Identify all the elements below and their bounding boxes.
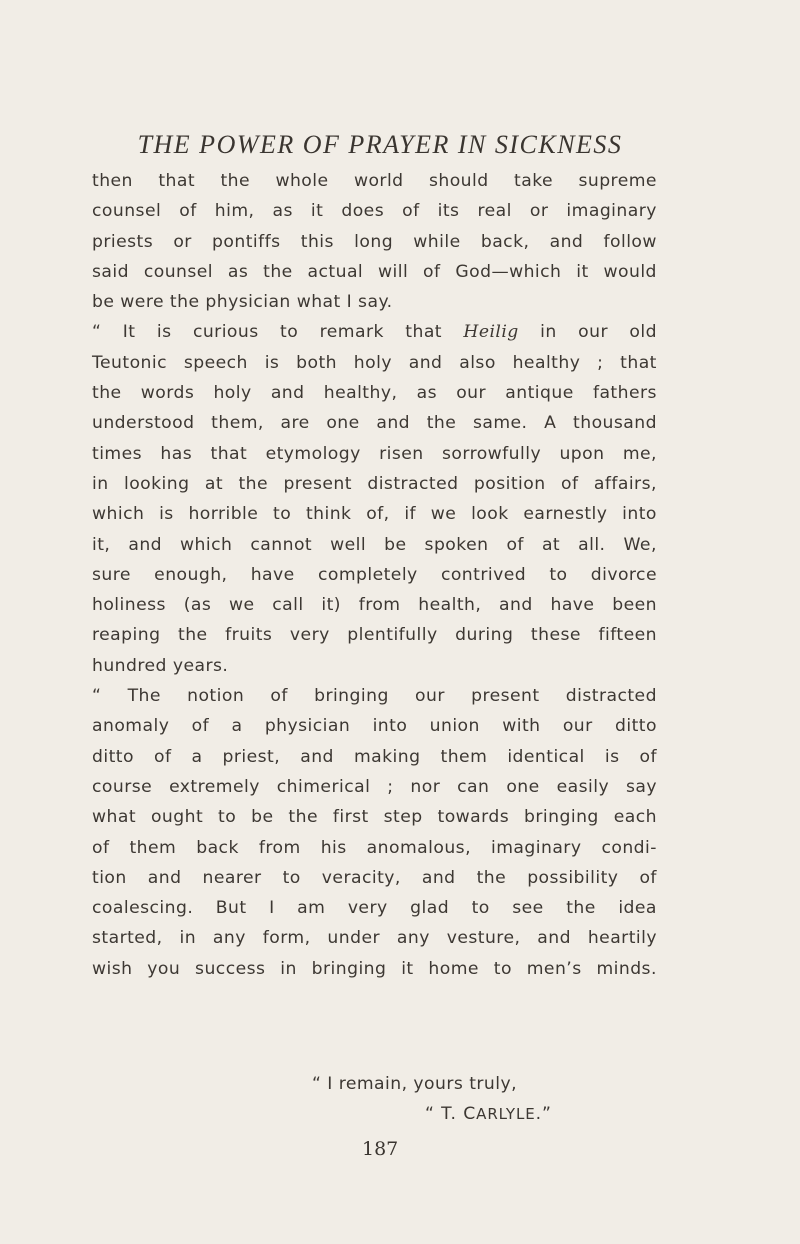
closing-salutation: “ I remain, yours truly, (312, 1074, 518, 1094)
text-line (92, 166, 657, 196)
word: to (549, 564, 568, 585)
word: whole (275, 171, 329, 191)
word: it, (92, 534, 111, 555)
word: anomalous, (366, 837, 471, 858)
word: our (456, 383, 487, 404)
word: ; (387, 776, 394, 797)
word: earnestly (523, 504, 608, 525)
word: completely (317, 564, 418, 585)
word: understood (92, 413, 195, 434)
word: we (228, 595, 255, 616)
word: of (560, 473, 579, 494)
word: old (629, 322, 657, 343)
word: success (195, 958, 266, 979)
text-line (92, 772, 657, 802)
word: a (231, 716, 243, 737)
word: men’s (526, 958, 582, 979)
word: which (180, 534, 233, 555)
word: remark (319, 322, 384, 343)
word: minds. (596, 958, 657, 979)
word: at (541, 534, 561, 555)
word: has (160, 443, 193, 464)
word: words (140, 383, 195, 404)
word: tion (92, 867, 127, 888)
word: chimerical (276, 776, 371, 797)
word: plentifully (347, 625, 438, 646)
word: healthy, (323, 383, 398, 404)
word: and (147, 867, 182, 888)
word: risen (379, 443, 424, 464)
word: condi- (601, 837, 657, 858)
word: divorce (590, 564, 657, 585)
word: during (455, 625, 514, 646)
word: ought (150, 807, 204, 828)
word: bringing (311, 958, 387, 979)
word: possibility (527, 867, 619, 888)
word: any (212, 928, 246, 949)
word: imaginary (491, 837, 582, 858)
text-line-content: be were the physician what I say. (92, 292, 393, 313)
word: healthy (512, 352, 581, 373)
word: these (530, 625, 581, 646)
word: look (471, 504, 509, 525)
word: should (428, 171, 489, 191)
word: fruits (225, 625, 273, 646)
word: first (332, 807, 369, 828)
word: anomaly (92, 716, 170, 737)
word: cannot (250, 534, 313, 555)
word: union (429, 716, 480, 737)
text-line (92, 954, 657, 984)
word: that (620, 352, 657, 373)
word: (as (183, 595, 212, 616)
word: are (280, 413, 310, 434)
word: them (440, 746, 488, 767)
word: that (210, 443, 248, 464)
text-line (92, 560, 657, 590)
word: spoken (424, 534, 489, 555)
word: sure (92, 564, 131, 585)
word: curious (192, 322, 259, 343)
word: be (384, 534, 407, 555)
word: while (413, 231, 461, 252)
word: contrived (440, 564, 527, 585)
word: to (282, 867, 301, 888)
word: which (92, 504, 145, 525)
word: affairs, (593, 473, 657, 494)
word: holy (353, 352, 392, 373)
word: be (251, 807, 274, 828)
text-line (92, 530, 657, 560)
word: counsel (143, 261, 214, 282)
word: started, (92, 928, 163, 949)
word: It (122, 322, 136, 343)
word: and (421, 867, 456, 888)
word: priests (92, 231, 154, 252)
word: to (280, 322, 299, 343)
text-line (92, 802, 657, 832)
text-line (92, 408, 657, 438)
text-line (92, 439, 657, 469)
word: distracted (565, 686, 657, 707)
word: into (372, 716, 408, 737)
word: and (499, 595, 533, 616)
word: of (506, 534, 524, 555)
word: wish (92, 958, 133, 979)
word: to (218, 807, 237, 828)
word: to (493, 958, 512, 979)
word: horrible (188, 504, 259, 525)
word: of (179, 201, 197, 222)
text-line (92, 893, 657, 923)
word: what (92, 807, 137, 828)
text-line (92, 257, 657, 287)
word: very (289, 625, 330, 646)
word: supreme (578, 171, 657, 191)
word: reaping (92, 625, 161, 646)
word: will (378, 261, 409, 282)
word: see (512, 898, 544, 919)
word: have (550, 595, 595, 616)
word: etymology (265, 443, 361, 464)
word: of (92, 837, 110, 858)
word: our (578, 322, 608, 343)
word: any (396, 928, 430, 949)
word: and (549, 231, 584, 252)
word: them, (211, 413, 264, 434)
word: that (158, 171, 196, 191)
word: A (544, 413, 557, 434)
word: would (603, 261, 657, 282)
word: and (408, 352, 443, 373)
word: that (405, 322, 442, 343)
word: the (426, 413, 457, 434)
text-line (92, 590, 657, 620)
word: home (428, 958, 479, 979)
word: is (156, 322, 172, 343)
word: as (227, 261, 249, 282)
word: of (639, 746, 657, 767)
text-line (92, 378, 657, 408)
word: pontiffs (212, 231, 281, 252)
word: to (471, 898, 490, 919)
word: with (502, 716, 541, 737)
word: thousand (573, 413, 657, 434)
word: me, (622, 443, 657, 464)
text-line (92, 620, 657, 650)
word: call (272, 595, 304, 616)
word: under (327, 928, 381, 949)
word: of (402, 201, 420, 222)
word: holy (213, 383, 252, 404)
word: his (320, 837, 347, 858)
word: enough, (154, 564, 228, 585)
word: follow (603, 231, 657, 252)
text-line (92, 711, 657, 741)
word: as (272, 201, 293, 222)
word: of (153, 746, 172, 767)
text-line (92, 348, 657, 378)
word: bringing (524, 807, 599, 828)
word: or (529, 201, 549, 222)
word: bringing (314, 686, 389, 707)
word: imaginary (566, 201, 657, 222)
word: times (92, 443, 143, 464)
word: sorrowfully (441, 443, 542, 464)
word: easily (556, 776, 610, 797)
word: it (310, 201, 324, 222)
word: have (250, 564, 295, 585)
word: of (191, 716, 210, 737)
word: the (566, 898, 596, 919)
word: it) (321, 595, 341, 616)
word: the (288, 807, 318, 828)
word: present (471, 686, 540, 707)
word: vesture, (446, 928, 521, 949)
word: in (92, 473, 109, 494)
word: The (127, 686, 161, 707)
text-line (92, 863, 657, 893)
word: same. (472, 413, 528, 434)
word: But (215, 898, 247, 919)
word: if (404, 504, 417, 525)
word: does (341, 201, 385, 222)
word: fathers (592, 383, 657, 404)
word: the (92, 383, 122, 404)
word: glad (410, 898, 450, 919)
word: world (353, 171, 404, 191)
text-line (92, 469, 657, 499)
word: back, (480, 231, 530, 252)
word: notion (187, 686, 245, 707)
word: of (270, 686, 288, 707)
word: present (283, 473, 352, 494)
word: you (147, 958, 181, 979)
text-line (92, 317, 657, 347)
word: looking (123, 473, 190, 494)
word: “ (92, 322, 102, 343)
word: fifteen (598, 625, 657, 646)
word: and (300, 746, 334, 767)
word: one (506, 776, 540, 797)
word: or (173, 231, 192, 252)
word: physician (264, 716, 351, 737)
word: antique (505, 383, 574, 404)
text-line (92, 196, 657, 226)
word: our (562, 716, 593, 737)
text-line (92, 742, 657, 772)
word: actual (307, 261, 364, 282)
word: all. (578, 534, 606, 555)
word: is (604, 746, 620, 767)
italic-word: Heilig (463, 322, 519, 343)
word: the (263, 261, 293, 282)
word: God—which (455, 261, 562, 282)
word: and (376, 413, 411, 434)
word: of, (366, 504, 390, 525)
word: them (129, 837, 177, 858)
text-line (92, 833, 657, 863)
word: am (297, 898, 326, 919)
word: idea (618, 898, 657, 919)
word: and (128, 534, 163, 555)
signature-small-caps: ARLYLE (476, 1105, 536, 1123)
word: into (622, 504, 657, 525)
word: been (612, 595, 657, 616)
word: at (204, 473, 224, 494)
word: making (353, 746, 421, 767)
word: of (639, 867, 657, 888)
running-head: THE POWER OF PRAYER IN SICKNESS (137, 130, 623, 159)
word: also (459, 352, 496, 373)
word: long (354, 231, 394, 252)
word: coalescing. (92, 898, 194, 919)
text-line (92, 651, 657, 681)
word: one (326, 413, 360, 434)
text-line (92, 923, 657, 953)
word: I (269, 898, 275, 919)
word: upon (559, 443, 605, 464)
word: counsel (92, 201, 162, 222)
word: it (401, 958, 414, 979)
word: course (92, 776, 153, 797)
word: extremely (169, 776, 260, 797)
word: we (430, 504, 457, 525)
word: said (92, 261, 129, 282)
word: from (258, 837, 301, 858)
word: in (540, 322, 557, 343)
word: form, (262, 928, 311, 949)
word: our (415, 686, 445, 707)
word: nearer (202, 867, 262, 888)
word: Teutonic (92, 352, 168, 373)
word: say (625, 776, 657, 797)
word: is (264, 352, 280, 373)
text-line-content: hundred years. (92, 655, 229, 676)
word: in (179, 928, 197, 949)
word: position (473, 473, 546, 494)
word: nor (410, 776, 441, 797)
word: back (196, 837, 239, 858)
word: health, (418, 595, 482, 616)
word: the (476, 867, 507, 888)
word: and (537, 928, 571, 949)
word: ditto (615, 716, 657, 737)
word: identical (507, 746, 585, 767)
word: in (280, 958, 297, 979)
word: is (159, 504, 174, 525)
word: each (613, 807, 657, 828)
word: its (437, 201, 460, 222)
text-line (92, 227, 657, 257)
word: ; (597, 352, 604, 373)
word: him, (214, 201, 255, 222)
word: very (347, 898, 388, 919)
word: We, (623, 534, 657, 555)
page-number: 187 (362, 1138, 399, 1160)
word: “ (92, 686, 102, 707)
word: the (178, 625, 208, 646)
text-line (92, 681, 657, 711)
word: speech (183, 352, 248, 373)
text-line (92, 499, 657, 529)
word: a (191, 746, 203, 767)
word: then (92, 171, 133, 191)
word: ditto (92, 746, 134, 767)
word: as (416, 383, 437, 404)
word: can (457, 776, 490, 797)
word: towards (437, 807, 510, 828)
word: the (238, 473, 269, 494)
word: holiness (92, 595, 166, 616)
word: from (358, 595, 401, 616)
closing-signature: “ T. CARLYLE.” (425, 1104, 552, 1124)
word: the (220, 171, 251, 191)
word: think (305, 504, 352, 525)
word: distracted (367, 473, 459, 494)
word: priest, (222, 746, 281, 767)
text-line (92, 287, 657, 317)
word: of (423, 261, 441, 282)
word: heartily (587, 928, 657, 949)
word: well (330, 534, 367, 555)
word: step (383, 807, 423, 828)
word: take (514, 171, 554, 191)
word: real (477, 201, 512, 222)
word: both (296, 352, 337, 373)
word: this (300, 231, 334, 252)
body-text (92, 166, 657, 984)
word: it (576, 261, 589, 282)
word: and (270, 383, 305, 404)
word: veracity, (321, 867, 401, 888)
word: to (273, 504, 292, 525)
